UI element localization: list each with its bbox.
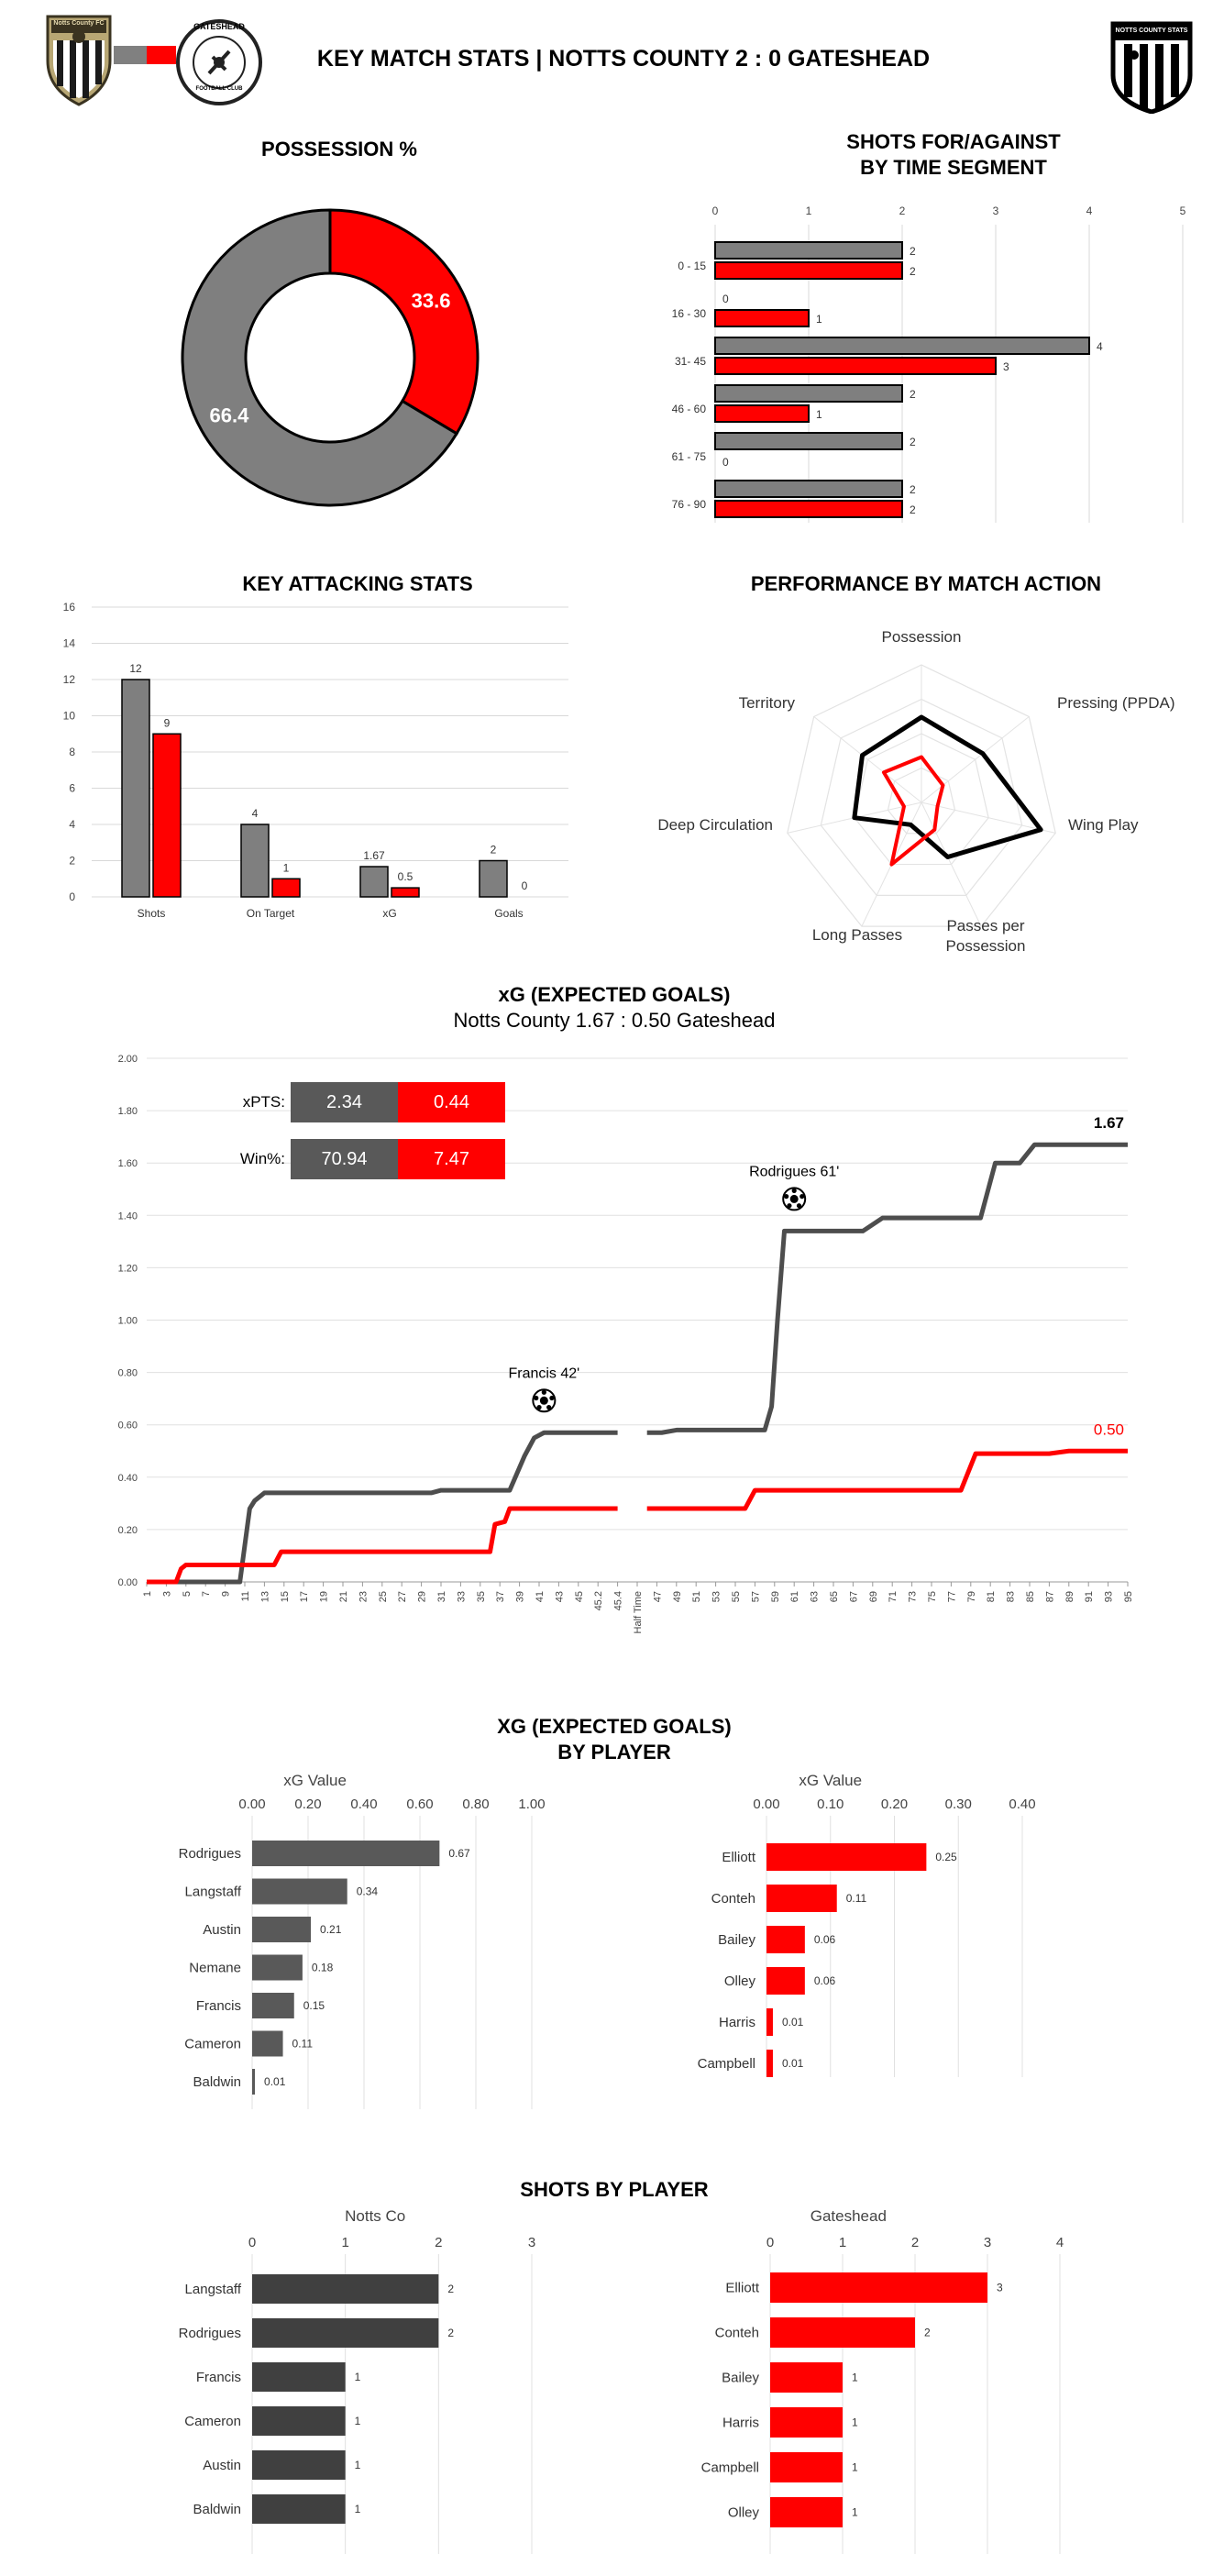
axis-title: xG Value [283,1772,347,1789]
attacking-chart [55,596,587,935]
x-tick-label: 45.4 [612,1591,624,1611]
bar-value-label: 0.01 [781,2016,804,2029]
category-label: Conteh [714,2325,759,2341]
x-tick-label: 83 [1005,1591,1017,1603]
football-icon-patch [546,1405,551,1410]
radar-axis-label: Pressing (PPDA) [1057,694,1175,712]
bar-value-label: 0.5 [397,870,414,884]
bar [252,2362,346,2392]
x-tick-label: 51 [691,1591,703,1603]
category-label: Austin [203,2458,241,2473]
bar [770,2497,843,2527]
bar-away [153,734,181,897]
bar-value-label: 4 [251,807,259,820]
bar-home [241,824,269,897]
xg-line-home [647,1144,1128,1432]
x-tick-label: 21 [338,1591,349,1603]
bar-value-label: 1 [354,2459,361,2471]
football-icon-patch [549,1396,554,1400]
xg-subtitle: Notts County 1.67 : 0.50 Gateshead [453,1009,776,1032]
x-tick-label: 2 [899,205,906,217]
y-tick-label: 12 [62,673,75,686]
x-tick-label: 29 [416,1591,428,1603]
bar [770,2407,843,2438]
category-label: Shots [137,907,166,920]
x-tick-label: 0.10 [817,1797,844,1812]
x-tick-label: 3 [527,2235,536,2250]
y-tick-label: 0.60 [117,1420,138,1432]
radar-spoke [921,802,1055,833]
bar [770,2272,987,2303]
x-tick-label: 37 [495,1591,507,1603]
y-tick-label: 0 [69,890,75,903]
bar-value-label: 2 [447,2283,455,2295]
bar-value-label: 0.06 [813,1933,836,1946]
category-label: Elliott [725,2280,759,2296]
category-label: Rodrigues [178,1846,241,1862]
bar-value-label: 0 [722,293,729,305]
bar-value-label: 0.18 [311,1961,334,1974]
football-icon-center [790,1195,799,1203]
axis-title: Notts Co [345,2207,406,2225]
category-label: On Target [246,907,295,920]
x-tick-label: 1.00 [518,1797,546,1812]
bar [766,1843,926,1871]
bar [770,2452,843,2482]
y-tick-label: 0.00 [117,1577,138,1588]
x-tick-label: 95 [1123,1591,1134,1603]
y-tick-label: 2 [69,854,75,868]
x-tick-label: 23 [358,1591,369,1603]
x-tick-label: 0.40 [350,1797,378,1812]
x-tick-label: 77 [946,1591,958,1603]
bar-value-label: 1 [852,2505,858,2519]
x-tick-label: 19 [318,1591,330,1603]
category-label: Goals [494,907,524,920]
notts-county-badge-icon [44,13,114,106]
category-label: Cameron [184,2036,241,2052]
xg-player-title: XG (EXPECTED GOALS) [497,1715,732,1738]
category-label: Conteh [711,1891,755,1907]
radar-axis-label: Wing Play [1068,816,1139,834]
bar-away [715,262,902,279]
x-tick-label: 61 [789,1591,801,1603]
x-tick-label: 53 [711,1591,722,1603]
category-label: Harris [719,2015,755,2030]
shots-time-title: SHOTS FOR/AGAINST [846,130,1061,153]
x-tick-label: 0.60 [406,1797,434,1812]
x-tick-label: 4 [1055,2235,1064,2250]
x-tick-label: 4 [1086,205,1093,217]
bar [252,2406,346,2436]
x-tick-label: Half Time [633,1591,644,1634]
bar [766,2050,773,2077]
category-label: xG [382,907,397,920]
x-tick-label: 69 [867,1591,879,1603]
bar-home [715,481,902,497]
x-tick-label: 11 [240,1591,251,1602]
x-tick-label: 79 [965,1591,977,1603]
axis-title: Gateshead [810,2207,887,2225]
category-label: Baldwin [193,2502,241,2517]
x-tick-label: 1 [341,2235,349,2250]
x-tick-label: 0 [248,2235,257,2250]
bar-value-label: 2 [910,388,916,401]
shots-player-home-chart [138,2201,578,2559]
bar-value-label: 0.01 [781,2057,804,2070]
bar-value-label: 3 [1003,360,1009,373]
y-tick-label: 14 [62,636,75,650]
bar-value-label: 0.21 [320,1923,342,1936]
category-label: Langstaff [184,1884,241,1900]
category-label: Nemane [189,1960,241,1976]
away-badge-sublabel: FOOTBALL CLUB [195,86,243,92]
football-icon-patch [784,1194,788,1199]
donut-slice-label: 66.4 [209,404,249,427]
radar-chart [623,605,1224,963]
football-icon-patch [534,1396,538,1400]
x-tick-label: 5 [181,1591,193,1598]
y-tick-label: 4 [69,818,75,831]
bar [766,2008,773,2036]
axis-title: xG Value [799,1772,863,1789]
y-tick-label: 8 [69,746,75,758]
x-tick-label: 0.80 [462,1797,490,1812]
x-tick-label: 1 [805,205,812,217]
x-tick-label: 0.00 [238,1797,266,1812]
category-label: Francis [195,2370,241,2385]
goal-annotation: Francis 42' [508,1365,580,1382]
bar-away [391,888,419,897]
x-tick-label: 41 [535,1591,546,1603]
y-tick-label: 1.60 [117,1158,138,1170]
bar-value-label: 2 [910,245,916,258]
possession-title: POSSESSION % [261,138,417,160]
x-tick-label: 31 [436,1591,447,1603]
x-tick-label: 91 [1084,1591,1096,1603]
bar-value-label: 1 [282,861,290,875]
bar-away [715,501,902,517]
x-tick-label: 59 [769,1591,781,1603]
bar-away [715,405,809,422]
radar-axis-label: Long Passes [811,926,903,944]
y-tick-label: 0.40 [117,1472,138,1484]
bar-value-label: 12 [129,662,142,675]
x-tick-label: 2 [435,2235,443,2250]
category-label: Bailey [718,1932,755,1948]
x-tick-label: 27 [397,1591,409,1603]
xpts-label: xPTS: [242,1093,285,1111]
shots-player-away-chart [660,2201,1137,2559]
x-tick-label: 1 [838,2235,847,2250]
xg-player-subtitle: BY PLAYER [557,1741,671,1763]
x-tick-label: 3 [992,205,999,217]
y-tick-label: 1.40 [117,1211,138,1222]
xg-title: xG (EXPECTED GOALS) [498,983,731,1006]
y-tick-label: 1.00 [117,1315,138,1327]
bar-value-label: 1 [816,313,822,326]
bar-value-label: 2 [490,843,497,857]
shots-time-chart [642,202,1210,532]
x-tick-label: 9 [220,1591,232,1598]
bar-home [715,337,1089,354]
bar [252,2450,346,2480]
donut-slice-gateshead [330,210,478,434]
x-tick-label: 45 [573,1591,585,1603]
x-tick-label: 3 [983,2235,992,2250]
donut-slice-label: 33.6 [411,289,451,313]
radar-axis-label: Possession [881,628,962,646]
category-label: Elliott [722,1850,755,1865]
football-icon-patch [797,1203,801,1208]
bar [252,1879,347,1905]
bar [252,2069,255,2095]
bar-value-label: 1 [354,2503,361,2515]
bar-value-label: 0.67 [448,1847,470,1860]
bar-value-label: 1 [354,2415,361,2427]
x-tick-label: 0.20 [294,1797,322,1812]
y-tick-label: 1.80 [117,1106,138,1118]
bar-value-label: 2 [910,436,916,448]
category-label: 0 - 15 [678,260,706,272]
bar-value-label: 1 [852,2460,858,2474]
x-tick-label: 2 [910,2235,920,2250]
win-home: 70.94 [291,1139,398,1179]
category-label: 31- 45 [674,355,706,368]
xg-line-away [147,1509,618,1582]
category-label: Olley [723,1973,755,1989]
stats-logo [1109,20,1194,114]
bar-home [122,680,149,897]
bar [252,1955,303,1981]
bar-value-label: 9 [163,716,171,730]
y-tick-label: 2.00 [117,1055,138,1065]
xg-line-away [647,1451,1128,1509]
football-icon-center [540,1397,548,1405]
bar [766,1967,805,1995]
x-tick-label: 81 [986,1591,998,1603]
bar [252,1917,311,1942]
x-tick-label: 7 [201,1591,213,1598]
category-label: Baldwin [193,2074,241,2090]
xg-table [183,1082,513,1183]
shots-player-title: SHOTS BY PLAYER [520,2178,709,2201]
bar-value-label: 1 [852,2416,858,2429]
x-tick-label: 49 [671,1591,683,1603]
bar-value-label: 2 [447,2327,455,2339]
x-tick-label: 71 [888,1591,899,1603]
x-tick-label: 0.00 [753,1797,780,1812]
x-tick-label: 0.30 [944,1797,972,1812]
bar [766,1885,837,1912]
category-label: Austin [203,1922,241,1938]
shield-logo-icon [1109,20,1194,114]
bar [252,2494,346,2524]
radar-axis-label: Passes per Possession [945,917,1026,955]
x-tick-label: 17 [299,1591,311,1603]
x-tick-label: 0.40 [1009,1797,1036,1812]
x-tick-label: 45.2 [593,1591,605,1611]
y-tick-label: 10 [62,709,75,723]
bar-value-label: 0.34 [356,1885,379,1898]
bar [252,2031,283,2057]
category-label: 76 - 90 [671,498,706,511]
x-tick-label: 13 [259,1591,271,1603]
bar [252,1993,294,2018]
xg-end-label: 1.67 [1093,1114,1124,1133]
category-label: Bailey [722,2370,759,2386]
bar-away [715,358,996,374]
bar-value-label: 2 [910,265,916,278]
x-tick-label: 67 [848,1591,860,1603]
x-tick-label: 89 [1064,1591,1075,1603]
category-label: Campbell [697,2056,755,2072]
bar [252,1841,439,1866]
category-label: Langstaff [184,2282,241,2297]
category-label: 46 - 60 [671,403,706,415]
x-tick-label: 75 [927,1591,938,1603]
football-icon-patch [792,1188,797,1193]
bar-away [715,310,809,326]
category-label: Olley [727,2504,759,2521]
goal-annotation: Rodrigues 61' [749,1164,840,1180]
category-label: Francis [195,1998,241,2014]
x-tick-label: 0 [711,205,719,217]
bar [766,1926,805,1953]
y-tick-label: 0.80 [117,1367,138,1379]
bar [252,2274,438,2304]
bar-value-label: 0.01 [264,2075,286,2088]
bar [252,2318,438,2348]
bar-value-label: 0 [521,879,528,892]
category-label: Campbell [700,2460,759,2476]
bar-value-label: 2 [910,503,916,516]
x-tick-label: 85 [1025,1591,1036,1603]
x-tick-label: 3 [161,1591,173,1598]
category-label: Cameron [184,2414,241,2429]
bar-value-label: 0.15 [303,1999,325,2012]
bar-home [480,861,507,898]
bar-value-label: 0.06 [813,1974,836,1987]
x-tick-label: 57 [750,1591,762,1603]
football-icon-patch [536,1405,541,1410]
x-tick-label: 93 [1103,1591,1115,1603]
possession-donut [92,174,568,541]
bar-away [272,879,300,897]
x-tick-label: 15 [279,1591,291,1603]
football-icon-patch [542,1390,546,1395]
bar [770,2362,843,2393]
bar-home [715,242,902,259]
bar-home [715,385,902,402]
category-label: Harris [722,2415,759,2431]
win-away: 7.47 [398,1139,505,1179]
category-label: 61 - 75 [671,450,706,463]
category-label: Rodrigues [178,2326,241,2341]
page-title: KEY MATCH STATS | NOTTS COUNTY 2 : 0 GATESHEAD [316,46,931,72]
radar-title: PERFORMANCE BY MATCH ACTION [750,572,1102,595]
x-tick-label: 43 [554,1591,566,1603]
attacking-title: KEY ATTACKING STATS [242,572,473,595]
bar-value-label: 2 [924,2326,931,2339]
x-tick-label: 0 [766,2235,775,2250]
x-tick-label: 33 [456,1591,468,1603]
x-tick-label: 55 [731,1591,742,1603]
x-tick-label: 25 [377,1591,389,1603]
home-badge [44,13,114,106]
bar-home [360,867,388,897]
bar-value-label: 4 [1097,340,1103,353]
away-badge-label: GATESHEAD [193,22,245,31]
radar-series-away [884,757,943,865]
xg-player-home-chart [138,1765,578,2114]
win-label: Win%: [239,1150,285,1167]
radar-axis-label: Territory [738,694,795,712]
xpts-home: 2.34 [291,1082,398,1122]
badge-connector [114,46,147,64]
x-tick-label: 87 [1044,1591,1056,1603]
bar-value-label: 1 [354,2371,361,2383]
xpts-away: 0.44 [398,1082,505,1122]
bar-value-label: 0 [722,456,729,469]
bar [770,2317,915,2348]
x-tick-label: 35 [475,1591,487,1603]
football-icon-patch [787,1203,791,1208]
y-tick-label: 0.20 [117,1524,138,1536]
y-tick-label: 6 [69,781,75,795]
bar-value-label: 1 [816,408,822,421]
x-tick-label: 1 [142,1591,153,1598]
football-icon-patch [799,1194,804,1199]
x-tick-label: 0.20 [880,1797,909,1812]
bar-value-label: 2 [910,483,916,496]
bar-value-label: 1.67 [363,849,385,863]
x-tick-label: 47 [652,1591,664,1603]
shots-time-subtitle: BY TIME SEGMENT [860,156,1047,179]
home-badge-label: Notts County FC [53,20,105,27]
xg-end-label: 0.50 [1093,1421,1124,1439]
x-tick-label: 39 [514,1591,526,1603]
bar-value-label: 0.11 [845,1892,867,1905]
bar-value-label: 1 [852,2371,858,2384]
x-tick-label: 65 [829,1591,840,1603]
x-tick-label: 63 [809,1591,821,1603]
bar-value-label: 0.25 [935,1851,957,1863]
stats-logo-label: NOTTS COUNTY STATS [1115,28,1188,34]
bar-value-label: 0.11 [292,2037,314,2051]
xg-player-away-chart [660,1765,1119,2086]
category-label: 16 - 30 [671,307,706,320]
y-tick-label: 1.20 [117,1263,138,1275]
y-tick-label: 16 [62,601,75,614]
bar-value-label: 3 [997,2281,1003,2294]
radar-axis-label: Deep Circulation [657,816,773,834]
bar-home [715,433,902,449]
x-tick-label: 5 [1179,205,1186,217]
x-tick-label: 73 [907,1591,919,1603]
